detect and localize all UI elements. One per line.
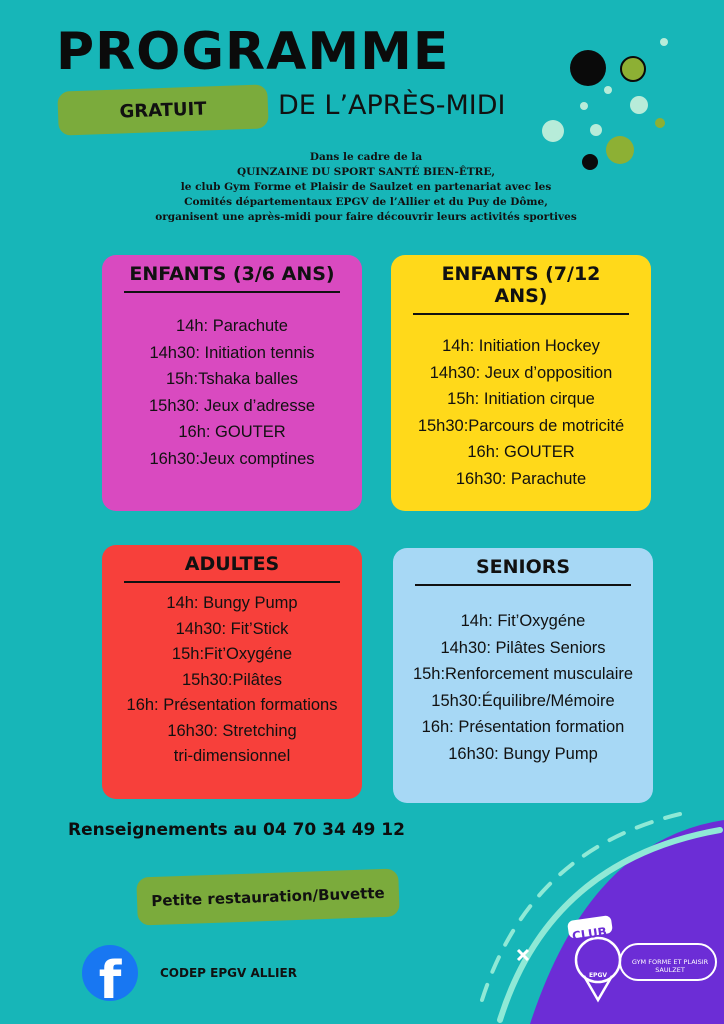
intro-text — [100, 150, 632, 225]
facebook-icon[interactable]: f — [82, 945, 138, 1001]
activity-item: 16h: GOUTER — [467, 443, 575, 461]
bubble-mint — [542, 120, 564, 142]
card-adultes — [102, 545, 362, 799]
bubble-small — [660, 38, 668, 46]
activity-item: 16h: Présentation formations — [126, 696, 338, 714]
activity-item: 16h30: Parachute — [455, 469, 587, 488]
activity-item: 15h30:Pilâtes — [182, 670, 282, 689]
bubble-small — [655, 118, 665, 128]
card-title: ENFANTS (7/12 ANS) — [413, 263, 629, 315]
intro-line: Comités départementaux EPGV de l’Allier et du Puy de Dôme, — [184, 196, 548, 208]
bubble-green — [620, 56, 646, 82]
activity-item: 15h: Initiation cirque — [447, 390, 595, 408]
activity-item: 14h: Parachute — [176, 317, 288, 335]
activity-list — [116, 313, 348, 472]
activity-item: 16h: GOUTER — [178, 423, 286, 441]
activity-item: 16h30:Jeux comptines — [149, 449, 315, 468]
activity-list — [407, 608, 639, 767]
page-subtitle: DE L’APRÈS-MIDI — [278, 90, 506, 121]
bubble-small — [604, 86, 612, 94]
activity-item: 15h:Tshaka balles — [165, 370, 299, 388]
activity-item: 16h30: Bungy Pump — [448, 744, 598, 763]
activity-item: 15h:Fit’Oxygéne — [171, 645, 293, 663]
club-org: EPGV — [588, 972, 608, 979]
club-badge: CLUB — [571, 924, 608, 944]
card-seniors — [393, 548, 653, 803]
codep-label: CODEP EPGV ALLIER — [160, 966, 297, 980]
gratuit-badge: GRATUIT — [57, 84, 268, 135]
bubble-small — [580, 102, 588, 110]
page-title: PROGRAMME — [56, 22, 450, 82]
activity-item: 15h30:Parcours de motricité — [417, 416, 625, 435]
bubble-black-large — [570, 50, 606, 86]
card-title: ADULTES — [124, 553, 340, 583]
card-title: SENIORS — [415, 556, 631, 586]
activity-item: 16h30: Stretching — [167, 721, 297, 740]
activity-item: 15h30:Équilibre/Mémoire — [431, 691, 615, 710]
card-title: ENFANTS (3/6 ANS) — [124, 263, 340, 293]
club-name: GYM FORME ET PLAISIR SAULZET — [631, 958, 709, 974]
activity-item: 15h30: Jeux d’adresse — [148, 396, 316, 415]
activity-item: 15h:Renforcement musculaire — [412, 665, 634, 683]
contact-phone: Renseignements au 04 70 34 49 12 — [68, 820, 405, 840]
intro-line: organisent une après-midi pour faire découvrir leurs activités sportives — [155, 211, 577, 223]
activity-item: 14h: Initiation Hockey — [442, 337, 600, 355]
activity-item: 14h30: Initiation tennis — [149, 343, 315, 362]
activity-item: 14h: Bungy Pump — [166, 594, 298, 612]
activity-list — [405, 333, 637, 492]
activity-item: 14h30: Jeux d’opposition — [429, 363, 613, 382]
activity-list — [116, 591, 348, 770]
card-enfants-3-6 — [102, 255, 362, 511]
buvette-badge: Petite restauration/Buvette — [136, 868, 400, 925]
activity-item: 16h: Présentation formation — [421, 718, 625, 736]
intro-line: le club Gym Forme et Plaisir de Saulzet en partenariat avec les — [180, 181, 552, 193]
intro-line: QUINZAINE DU SPORT SANTÉ BIEN-ÊTRE, — [236, 166, 496, 178]
activity-item: 14h30: Fit’Stick — [175, 619, 289, 638]
bubble-small — [590, 124, 602, 136]
bubble-mint — [630, 96, 648, 114]
activity-item: 14h: Fit’Oxygéne — [460, 612, 586, 630]
corner-decoration — [470, 800, 724, 1024]
activity-item: 14h30: Pilâtes Seniors — [440, 638, 606, 657]
intro-line: Dans le cadre de la — [309, 151, 423, 163]
purple-corner — [530, 820, 724, 1024]
activity-item: tri-dimensionnel — [173, 747, 291, 765]
card-enfants-7-12 — [391, 255, 651, 511]
